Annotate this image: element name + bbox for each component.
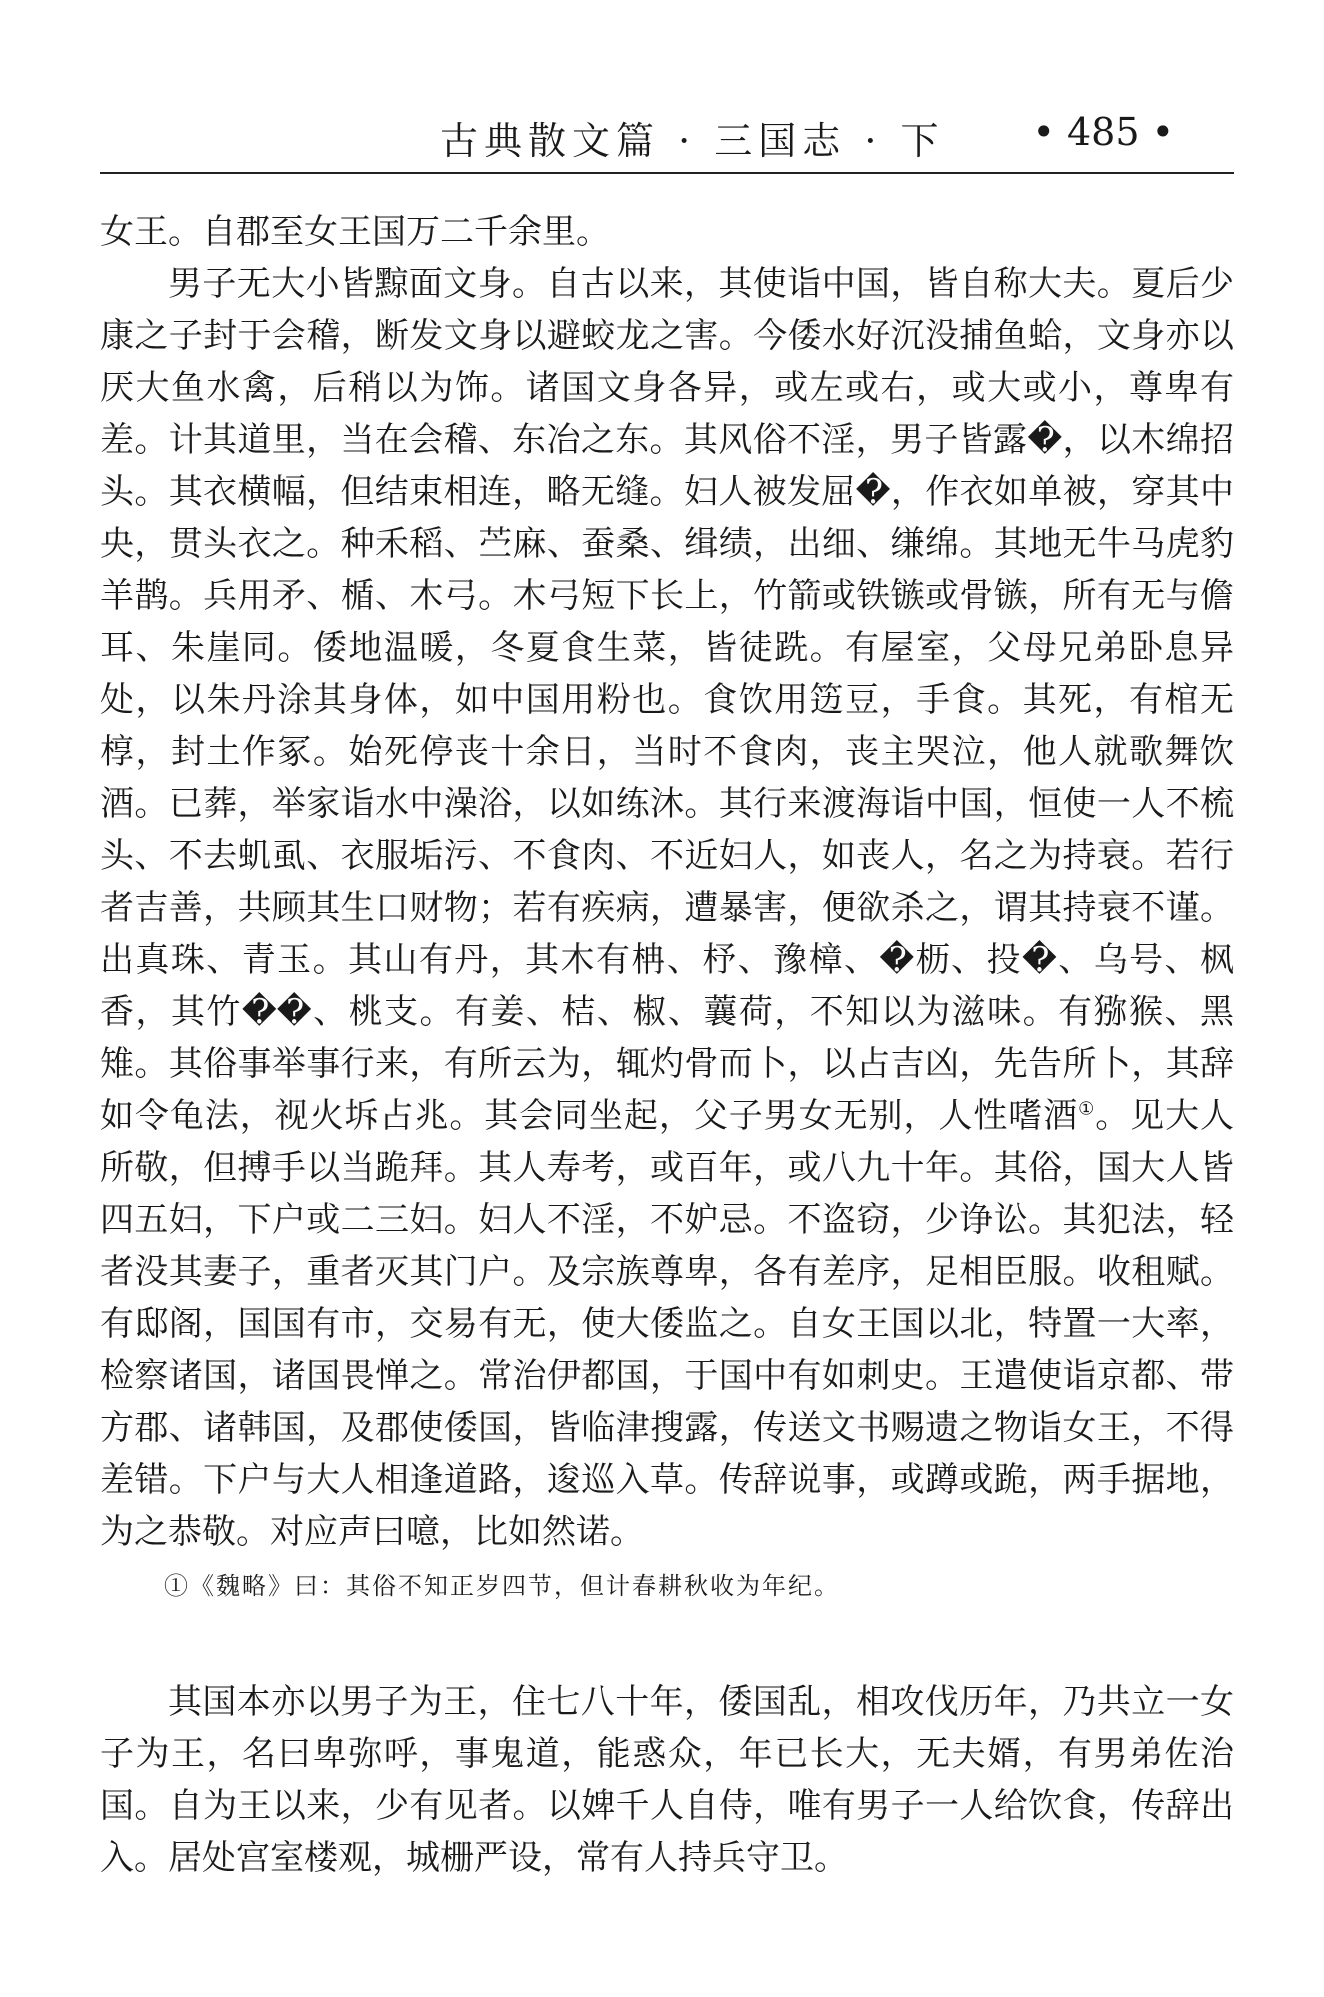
paragraph-himiko: 其国本亦以男子为王，住七八十年，倭国乱，相攻伐历年，乃共立一女子为王，名曰卑弥呼，事鬼道，能惑众，年已长大，无夫婿，有男弟佐治国。自为王以来，少有见者。以婢千人自侍，唯有男子一人给饮食，传辞出入。居处宫室楼观，城栅严设，常有人持兵守卫。 [100, 1682, 1234, 1878]
page-number: • 485 • [1032, 110, 1174, 154]
running-header [100, 108, 1234, 174]
paragraph-continued: 女王。自郡至女王国万二千余里。 [100, 212, 610, 252]
page-body [100, 206, 1234, 1884]
footnote: ①《魏略》曰：其俗不知正岁四节，但计春耕秋收为年纪。 [164, 1572, 840, 1600]
paragraph-customs-part1: 男子无大小皆黥面文身。自古以来，其使诣中国，皆自称大夫。夏后少康之子封于会稽，断发文身以避蛟龙之害。今倭水好沉没捕鱼蛤，文身亦以厌大鱼水禽，后稍以为饰。诸国文身各异，或左或右，或大或小，尊卑有差。计其道里，当在会稽、东冶之东。其风俗不淫，男子皆露�，以木绵招头。其衣横幅，但结束相连，略无缝。妇人被发屈�，作衣如单被，穿其中央，贯头衣之。种禾稻、苎麻、蚕桑、缉绩，出细、缣绵。其地无牛马虎豹羊鹊。兵用矛、楯、木弓。木弓短下长上，竹箭或铁镞或骨镞，所有无与儋耳、朱崖同。倭地温暖，冬夏食生菜，皆徒跣。有屋室，父母兄弟卧息异处，以朱丹涂其身体，如中国用粉也。食饮用笾豆，手食。其死，有棺无椁，封土作冢。始死停丧十余日，当时不食肉，丧主哭泣，他人就歌舞饮酒。已葬，举家诣水中澡浴，以如练沐。其行来渡海诣中国，恒使一人不梳头、不去虮虱、衣服垢污、不食肉、不近妇人，如丧人，名之为持衰。若行者吉善，共顾其生口财物；若有疾病，遭暴害，便欲杀之，谓其持衰不谨。出真珠、青玉。其山有丹，其木有柟、杼、豫樟、�枥、投�、乌号、枫香，其竹��、桃支。有姜、桔、椒、 [100, 264, 1234, 1032]
paragraph-customs-part3: 。见大人所敬，但搏手以当跪拜。其人寿考，或百年，或八九十年。其俗，国大人皆四五妇，下户或二三妇。妇人不淫，不妒忌。不盗窃，少诤讼。其犯法，轻者没其妻子，重者灭其门户。及宗族尊卑，各有差序，足相臣服。收租赋。有邸阁，国国有市，交易有无，使大倭监之。自女王国以北，特置一大率，检察诸国，诸国畏惮之。常治伊都国，于国中有如刺史。王遣使诣京都、带方郡、诸韩国，及郡使倭国，皆临津搜露，传送文书赐遗之物诣女王，不得差错。下户与大人相逢道路，逡巡入草。传辞说事，或蹲或跪，两手据地，为之恭敬。对应声曰噫，比如然诺。 [100, 1096, 1235, 1552]
running-title: 古典散文篇 · 三国志 · 下 [440, 119, 945, 163]
paragraph-customs [100, 258, 1234, 1558]
special-character: 蘘 [703, 992, 739, 1032]
paragraph-customs-part2: 荷，不知以为滋味。有猕猴、黑雉。其俗事举事行来，有所云为，辄灼骨而卜，以占吉凶，先告所卜，其辞如令龟法，视火坼占兆。其会同坐起，父子男女无别，人性嗜酒 [100, 992, 1235, 1136]
footnote-marker: ① [1078, 1098, 1096, 1120]
